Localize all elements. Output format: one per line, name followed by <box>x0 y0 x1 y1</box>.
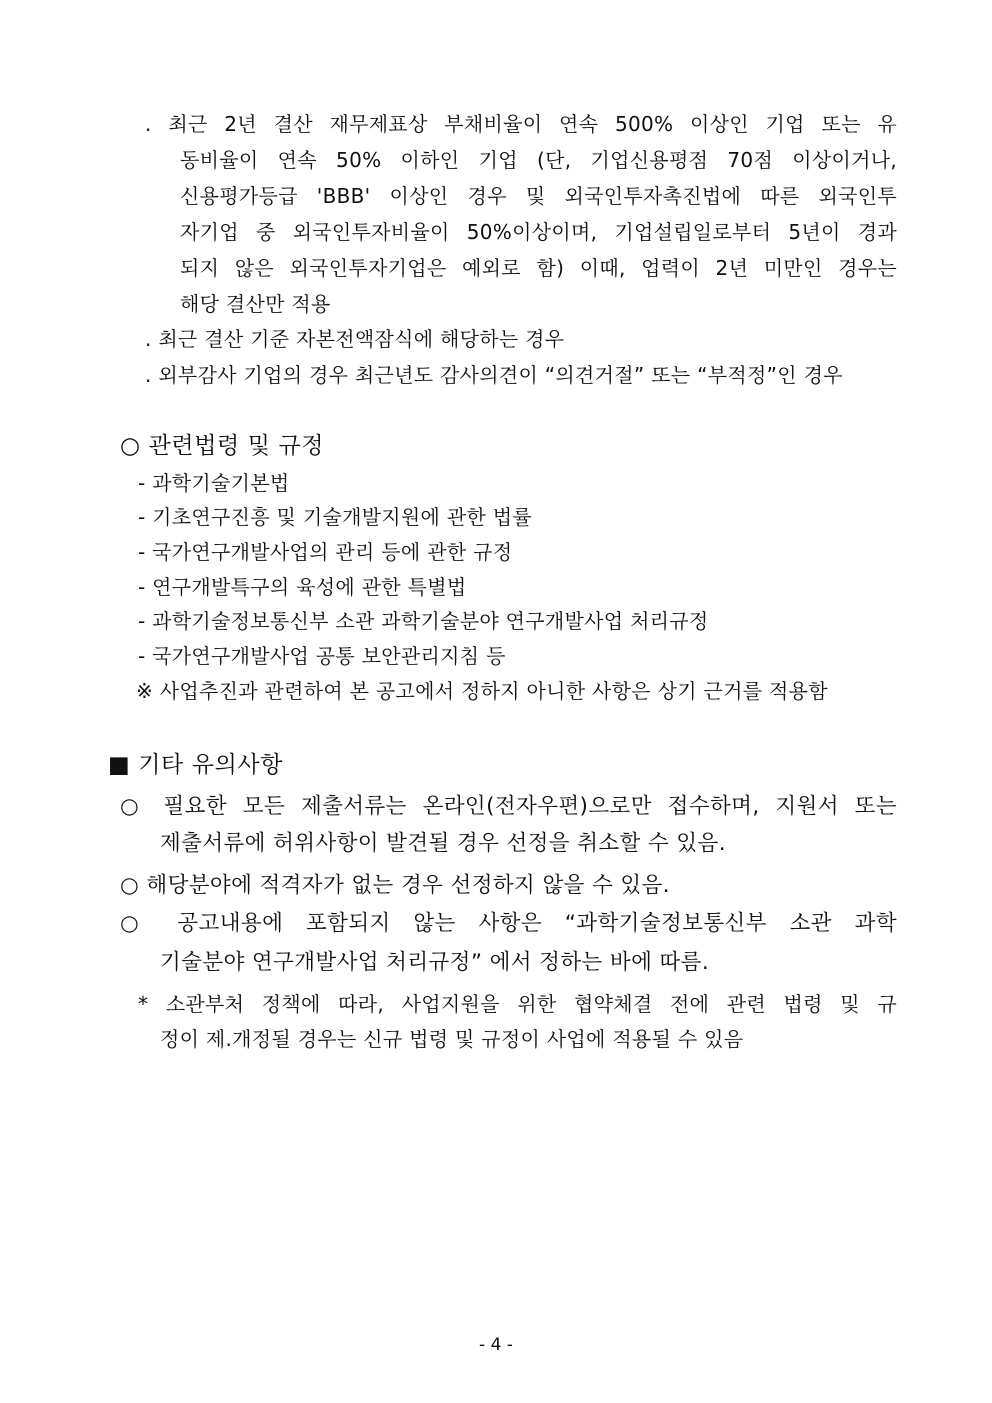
related-law-item: - 과학기술정보통신부 소관 과학기술분야 연구개발사업 처리규정 <box>138 609 709 633</box>
criteria-item-1-line-3: 신용평가등급 'BBB' 이상인 경우 및 외국인투자촉진법에 따른 외국인투 <box>180 184 897 208</box>
criteria-item-3: . 외부감사 기업의 경우 최근년도 감사의견이 “의견거절” 또는 “부적정”인 경우 <box>145 363 843 387</box>
other-notes-footnote-line-1: * 소관부처 정책에 따라, 사업지원을 위한 협약체결 전에 관련 법령 및 규 <box>138 992 897 1016</box>
other-notes-bullet-1-line-2: 제출서류에 허위사항이 발견될 경우 선정을 취소할 수 있음. <box>160 831 726 856</box>
criteria-item-1-line-1: . 최근 2년 결산 재무제표상 부채비율이 연속 500% 이상인 기업 또는 유 <box>145 112 897 136</box>
other-notes-heading: ■ 기타 유의사항 <box>108 752 284 778</box>
related-law-item: - 국가연구개발사업의 관리 등에 관한 규정 <box>138 540 513 564</box>
criteria-item-2: . 최근 결산 기준 자본전액잠식에 해당하는 경우 <box>145 327 565 351</box>
related-law-item: - 국가연구개발사업 공통 보안관리지침 등 <box>138 644 506 668</box>
criteria-item-1-line-2: 동비율이 연속 50% 이하인 기업 (단, 기업신용평점 70점 이상이거나, <box>180 148 897 172</box>
criteria-item-1-line-5: 되지 않은 외국인투자기업은 예외로 함) 이때, 업력이 2년 미만인 경우는 <box>180 256 897 280</box>
related-laws-note: ※ 사업추진과 관련하여 본 공고에서 정하지 아니한 사항은 상기 근거를 적용함 <box>136 679 828 703</box>
other-notes-bullet-2: ○ 해당분야에 적격자가 없는 경우 선정하지 않을 수 있음. <box>120 873 670 898</box>
related-law-item: - 연구개발특구의 육성에 관한 특별법 <box>138 575 467 599</box>
related-law-item: - 과학기술기본법 <box>138 471 290 495</box>
related-law-item: - 기초연구진흥 및 기술개발지원에 관한 법률 <box>138 505 532 529</box>
other-notes-bullet-1-line-1: ○ 필요한 모든 제출서류는 온라인(전자우편)으로만 접수하며, 지원서 또는 <box>120 794 897 819</box>
page-number: - 4 - <box>479 1335 513 1355</box>
related-laws-heading: ○ 관련법령 및 규정 <box>120 433 325 459</box>
other-notes-bullet-3-line-1: ○ 공고내용에 포함되지 않는 사항은 “과학기술정보통신부 소관 과학 <box>120 911 897 936</box>
criteria-item-1-line-4: 자기업 중 외국인투자비율이 50%이상이며, 기업설립일로부터 5년이 경과 <box>180 220 897 244</box>
other-notes-bullet-3-line-2: 기술분야 연구개발사업 처리규정” 에서 정하는 바에 따름. <box>160 950 710 975</box>
criteria-item-1-line-6: 해당 결산만 적용 <box>180 292 331 316</box>
other-notes-footnote-line-2: 정이 제.개정될 경우는 신규 법령 및 규정이 사업에 적용될 수 있음 <box>160 1027 744 1051</box>
